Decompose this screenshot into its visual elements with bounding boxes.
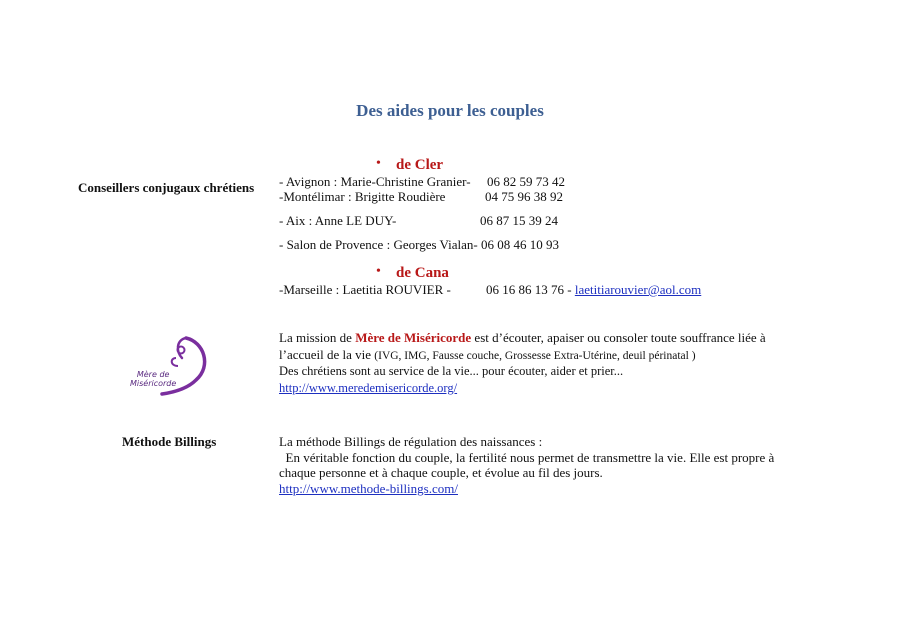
- phone-aix: 06 87 15 39 24: [480, 213, 558, 228]
- mere-de-misericorde-logo: [126, 332, 216, 396]
- conseillers-label: Conseillers conjugaux chrétiens: [78, 180, 255, 195]
- text: est d’écouter, apaiser ou consoler toute souffrance liée à: [471, 330, 766, 345]
- bullet-icon: •: [376, 156, 381, 171]
- billings-line3: chaque personne et à chaque couple, et évolue au fil des jours.: [279, 465, 603, 480]
- logo-text-line2: Miséricorde: [130, 379, 177, 388]
- bullet-icon: •: [376, 264, 381, 279]
- mere-line1: [279, 330, 766, 346]
- contact-marseille: -Marseille : Laetitia ROUVIER -: [279, 282, 451, 297]
- phone-avignon: 06 82 59 73 42: [487, 174, 565, 189]
- billings-label: Méthode Billings: [122, 434, 217, 449]
- organization-name: Mère de Miséricorde: [355, 330, 472, 345]
- contact-montelimar: -Montélimar : Brigitte Roudière: [279, 189, 446, 204]
- billings-url-link[interactable]: http://www.methode-billings.com/: [279, 481, 458, 496]
- contact-salon-name: - Salon de Provence : Georges Vialan-: [279, 237, 478, 252]
- contact-aix: - Aix : Anne LE DUY-: [279, 213, 397, 228]
- text: (IVG, IMG, Fausse couche, Grossesse Extra-Utérine, deuil périnatal ): [374, 350, 696, 362]
- separator: -: [564, 282, 575, 297]
- mere-line2: [279, 347, 696, 364]
- page-title: Des aides pour les couples: [356, 101, 544, 120]
- contact-marseille-details: [486, 282, 701, 298]
- logo-text-line1: Mère de: [136, 370, 170, 379]
- text: La mission de: [279, 330, 356, 345]
- mere-line3: Des chrétiens sont au service de la vie... pour écouter, aider et prier...: [279, 364, 624, 378]
- billings-line2: En véritable fonction du couple, la fertilité nous permet de transmettre la vie. Elle est propre à: [279, 450, 775, 465]
- email-link[interactable]: laetitiarouvier@aol.com: [574, 282, 702, 297]
- text: l’accueil de la vie: [279, 347, 375, 362]
- phone-salon: 06 08 46 10 93: [481, 237, 559, 252]
- phone-marseille: 06 16 86 13 76: [486, 282, 564, 297]
- contact-salon: [279, 237, 559, 253]
- phone-montelimar: 04 75 96 38 92: [485, 189, 563, 204]
- cler-heading: de Cler: [396, 157, 444, 173]
- contact-avignon: - Avignon : Marie-Christine Granier-: [279, 174, 471, 189]
- cana-heading: de Cana: [396, 265, 449, 281]
- billings-line1: La méthode Billings de régulation des naissances :: [279, 434, 543, 449]
- mere-url-link[interactable]: http://www.meredemisericorde.org/: [279, 381, 458, 395]
